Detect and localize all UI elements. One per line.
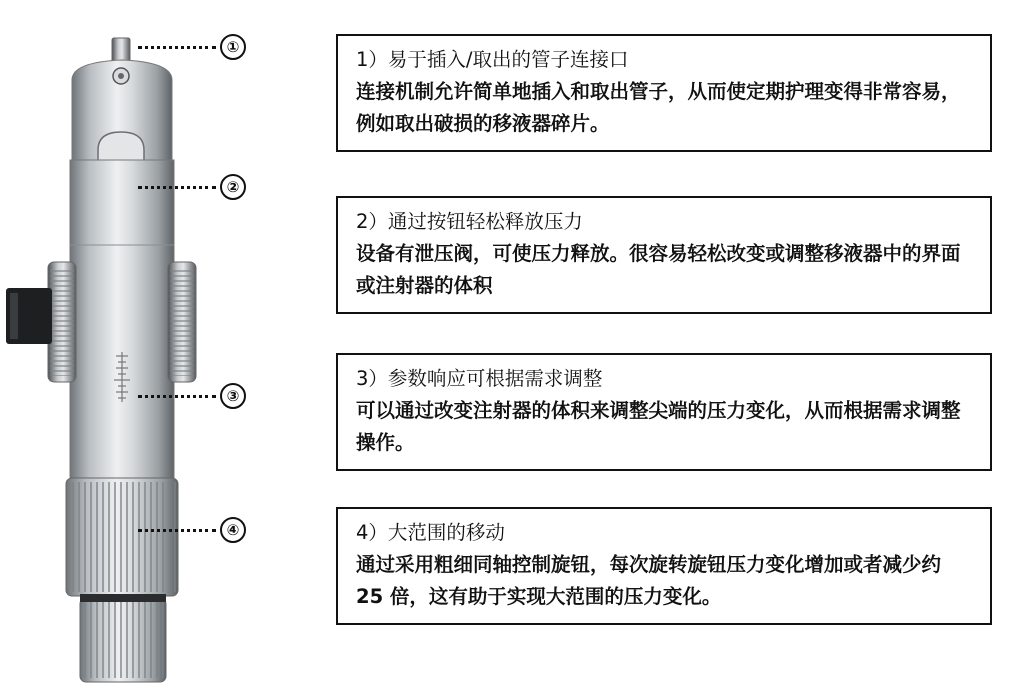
callout-2: [138, 174, 246, 200]
callout-leader: [138, 46, 216, 49]
tube-port: [112, 38, 130, 62]
feature-box-4: [336, 507, 992, 625]
feature-title: 3）参数响应可根据需求调整: [356, 367, 603, 390]
marker-2: ②: [220, 174, 246, 200]
feature-title: 2）通过按钮轻松释放压力: [356, 210, 583, 233]
callout-1: [138, 34, 246, 60]
injector-device-svg: [0, 0, 330, 690]
feature-title: 4）大范围的移动: [356, 521, 505, 544]
callout-4: [138, 517, 246, 543]
callout-leader: [138, 529, 216, 532]
feature-box-1: [336, 34, 992, 152]
marker-1: ①: [220, 34, 246, 60]
feature-box-3: [336, 353, 992, 471]
feature-description: 设备有泄压阀，可使压力释放。很容易轻松改变或调整移液器中的界面或注射器的体积: [356, 242, 961, 297]
injector-device-illustration: [0, 0, 330, 690]
marker-3: ③: [220, 383, 246, 409]
main-body: [70, 160, 174, 480]
feature-description: 可以通过改变注射器的体积来调整尖端的压力变化，从而根据需求调整操作。: [356, 399, 961, 454]
feature-description: 通过采用粗细同轴控制旋钮，每次旋转旋钮压力变化增加或者减少约 25 倍，这有助于实现大范围的压力变化。: [356, 553, 942, 608]
feature-box-2: [336, 196, 992, 314]
callout-leader: [138, 186, 216, 189]
callout-leader: [138, 395, 216, 398]
feature-title: 1）易于插入/取出的管子连接口: [356, 48, 629, 71]
callout-3: [138, 383, 246, 409]
feature-description: 连接机制允许简单地插入和取出管子，从而使定期护理变得非常容易，例如取出破损的移液器碎片。: [356, 80, 961, 135]
marker-4: ④: [220, 517, 246, 543]
